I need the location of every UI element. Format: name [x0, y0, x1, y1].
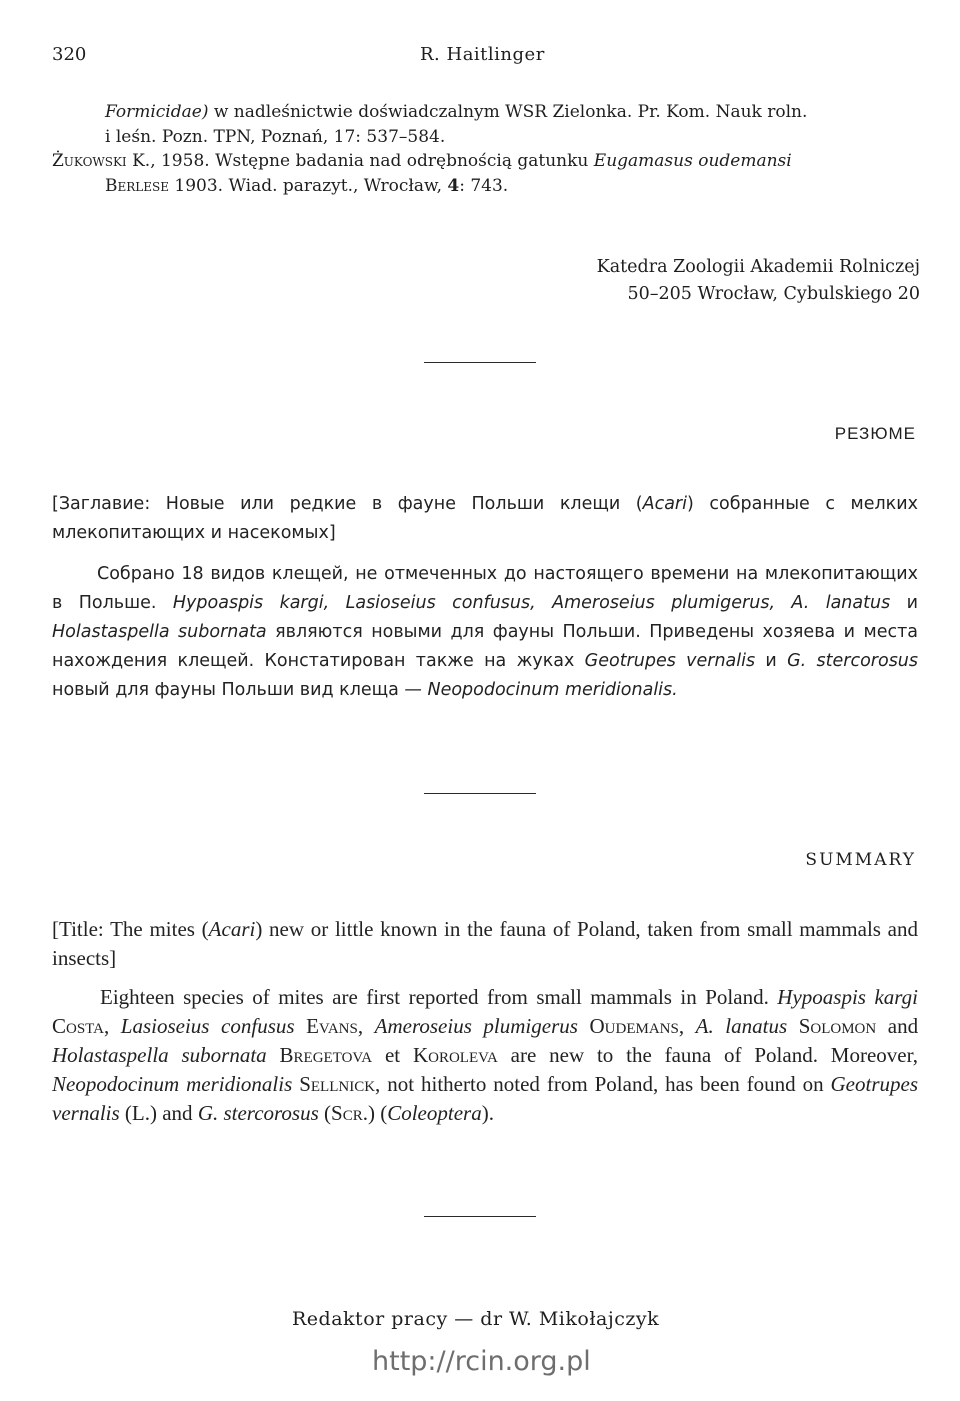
page-number: 320	[52, 44, 87, 65]
summary-authority: Oudemans	[589, 1014, 679, 1038]
section-divider	[424, 362, 536, 363]
summary-species-name: Geotrupes vernalis	[52, 1072, 918, 1125]
address-line: Katedra Zoologii Akademii Rolniczej	[596, 257, 920, 277]
summary-title-text: [Title: The mites (	[52, 917, 209, 941]
resume-species-name: Holastaspella subornata	[52, 622, 267, 642]
reference-author: Żukowski K.	[52, 151, 151, 171]
summary-species-name: Holastaspella subornata	[52, 1043, 267, 1067]
summary-species-name: Lasioseius confusus	[120, 1014, 295, 1038]
section-divider	[424, 1216, 536, 1217]
summary-authority: Solomon	[798, 1014, 877, 1038]
summary-text: (	[119, 1101, 132, 1125]
summary-text: Eighteen species of mites are first reported from small mammals in Poland.	[100, 985, 778, 1009]
reference-text: w nadleśnictwie doświadczalnym WSR Zielonka. Pr. Kom. Nauk roln.	[208, 102, 808, 122]
summary-title-taxon: Acari	[208, 917, 256, 941]
resume-text: являются новыми для фауны Польши. Приведены хозяева и места нахождения клещей. Констатирован также на жуках	[52, 622, 919, 671]
reference-volume: 4	[447, 175, 460, 196]
resume-title	[52, 490, 918, 548]
section-divider	[424, 793, 536, 794]
reference-pages: : 743.	[459, 175, 509, 196]
summary-heading: SUMMARY	[805, 850, 916, 870]
resume-body	[52, 560, 918, 705]
summary-species-name: G. stercorosus	[197, 1101, 319, 1125]
resume-text: и	[890, 593, 919, 613]
summary-species-name: A. lanatus	[695, 1014, 788, 1038]
summary-text	[787, 1014, 799, 1038]
resume-title-text: ) собранные с мелких млекопитающих и насекомых]	[52, 494, 918, 543]
source-watermark-url: http://rcin.org.pl	[372, 1346, 591, 1377]
summary-section	[52, 915, 918, 1138]
summary-text: ) (	[367, 1101, 388, 1125]
resume-title-text: [Заглавие: Новые или редкие в фауне Польши клещи (	[52, 494, 643, 514]
summary-body	[52, 983, 918, 1128]
summary-authority: Bregetova	[279, 1043, 373, 1067]
resume-species-name: Geotrupes vernalis	[584, 651, 756, 671]
resume-text: новый для фауны Польши вид клеща —	[52, 680, 428, 700]
summary-text: ) and	[149, 1101, 198, 1125]
resume-title-taxon: Acari	[642, 494, 687, 514]
summary-text: ,	[678, 1014, 696, 1038]
resume-heading: РЕЗЮМЕ	[834, 424, 916, 443]
reference-line	[52, 174, 922, 199]
resume-species-name: G. stercorosus	[787, 651, 919, 671]
summary-text: ,	[103, 1014, 121, 1038]
summary-species-name: Ameroseius plumigerus	[374, 1014, 578, 1038]
summary-text	[295, 1014, 307, 1038]
address-line: 50–205 Wrocław, Cybulskiego 20	[627, 284, 920, 304]
reference-text: , 1958. Wstępne badania nad odrębnością gatunku	[150, 151, 594, 171]
summary-title-text: ) new or little known in the fauna of Poland, taken from small mammals and insects]	[52, 917, 919, 970]
reference-line: i leśn. Pozn. TPN, Poznań, 17: 537–584.	[105, 126, 446, 147]
resume-text: Собрано 18 видов клещей, не отмеченных до настоящего времени на млекопитающих в Польше.	[52, 564, 918, 613]
reference-entry	[52, 149, 922, 174]
reference-line	[52, 100, 922, 125]
summary-authority: Evans	[306, 1014, 358, 1038]
summary-authority: Koroleva	[412, 1043, 498, 1067]
editor-credit: Redaktor pracy — dr W. Mikołajczyk	[292, 1308, 660, 1330]
summary-text	[578, 1014, 590, 1038]
summary-text: ).	[481, 1101, 494, 1125]
resume-section	[52, 490, 918, 717]
references-continued	[52, 100, 922, 198]
summary-text: are new to the fauna of Poland. Moreover,	[497, 1043, 918, 1067]
summary-text	[267, 1043, 280, 1067]
summary-text: (	[318, 1101, 332, 1125]
reference-text: 1903. Wiad. parazyt., Wrocław,	[169, 175, 448, 196]
summary-authority: Scr.	[331, 1101, 368, 1125]
reference-taxon: Formicidae)	[105, 102, 209, 122]
resume-text: и	[755, 651, 788, 671]
resume-species-name: Neopodocinum meridionalis.	[427, 680, 678, 700]
summary-authority: Sellnick	[299, 1072, 376, 1096]
summary-text: et	[372, 1043, 413, 1067]
resume-species-name: Hypoaspis kargi, Lasioseius confusus, Ameroseius plumigerus, A. lanatus	[172, 593, 891, 613]
running-header-author: R. Haitlinger	[420, 44, 545, 65]
author-address	[597, 254, 920, 308]
summary-species-name: Hypoaspis kargi	[777, 985, 918, 1009]
summary-text: and	[876, 1014, 919, 1038]
reference-author: Berlese	[105, 175, 169, 196]
summary-species-name: Neopodocinum meridionalis	[52, 1072, 293, 1096]
summary-authority: L.	[131, 1101, 150, 1125]
summary-title	[52, 915, 918, 973]
summary-species-name: Coleoptera	[387, 1101, 482, 1125]
summary-text: , not hitherto noted from Poland, has been found on	[375, 1072, 831, 1096]
summary-authority: Costa	[52, 1014, 104, 1038]
reference-species: Eugamasus oudemansi	[593, 151, 792, 171]
summary-text: ,	[357, 1014, 375, 1038]
